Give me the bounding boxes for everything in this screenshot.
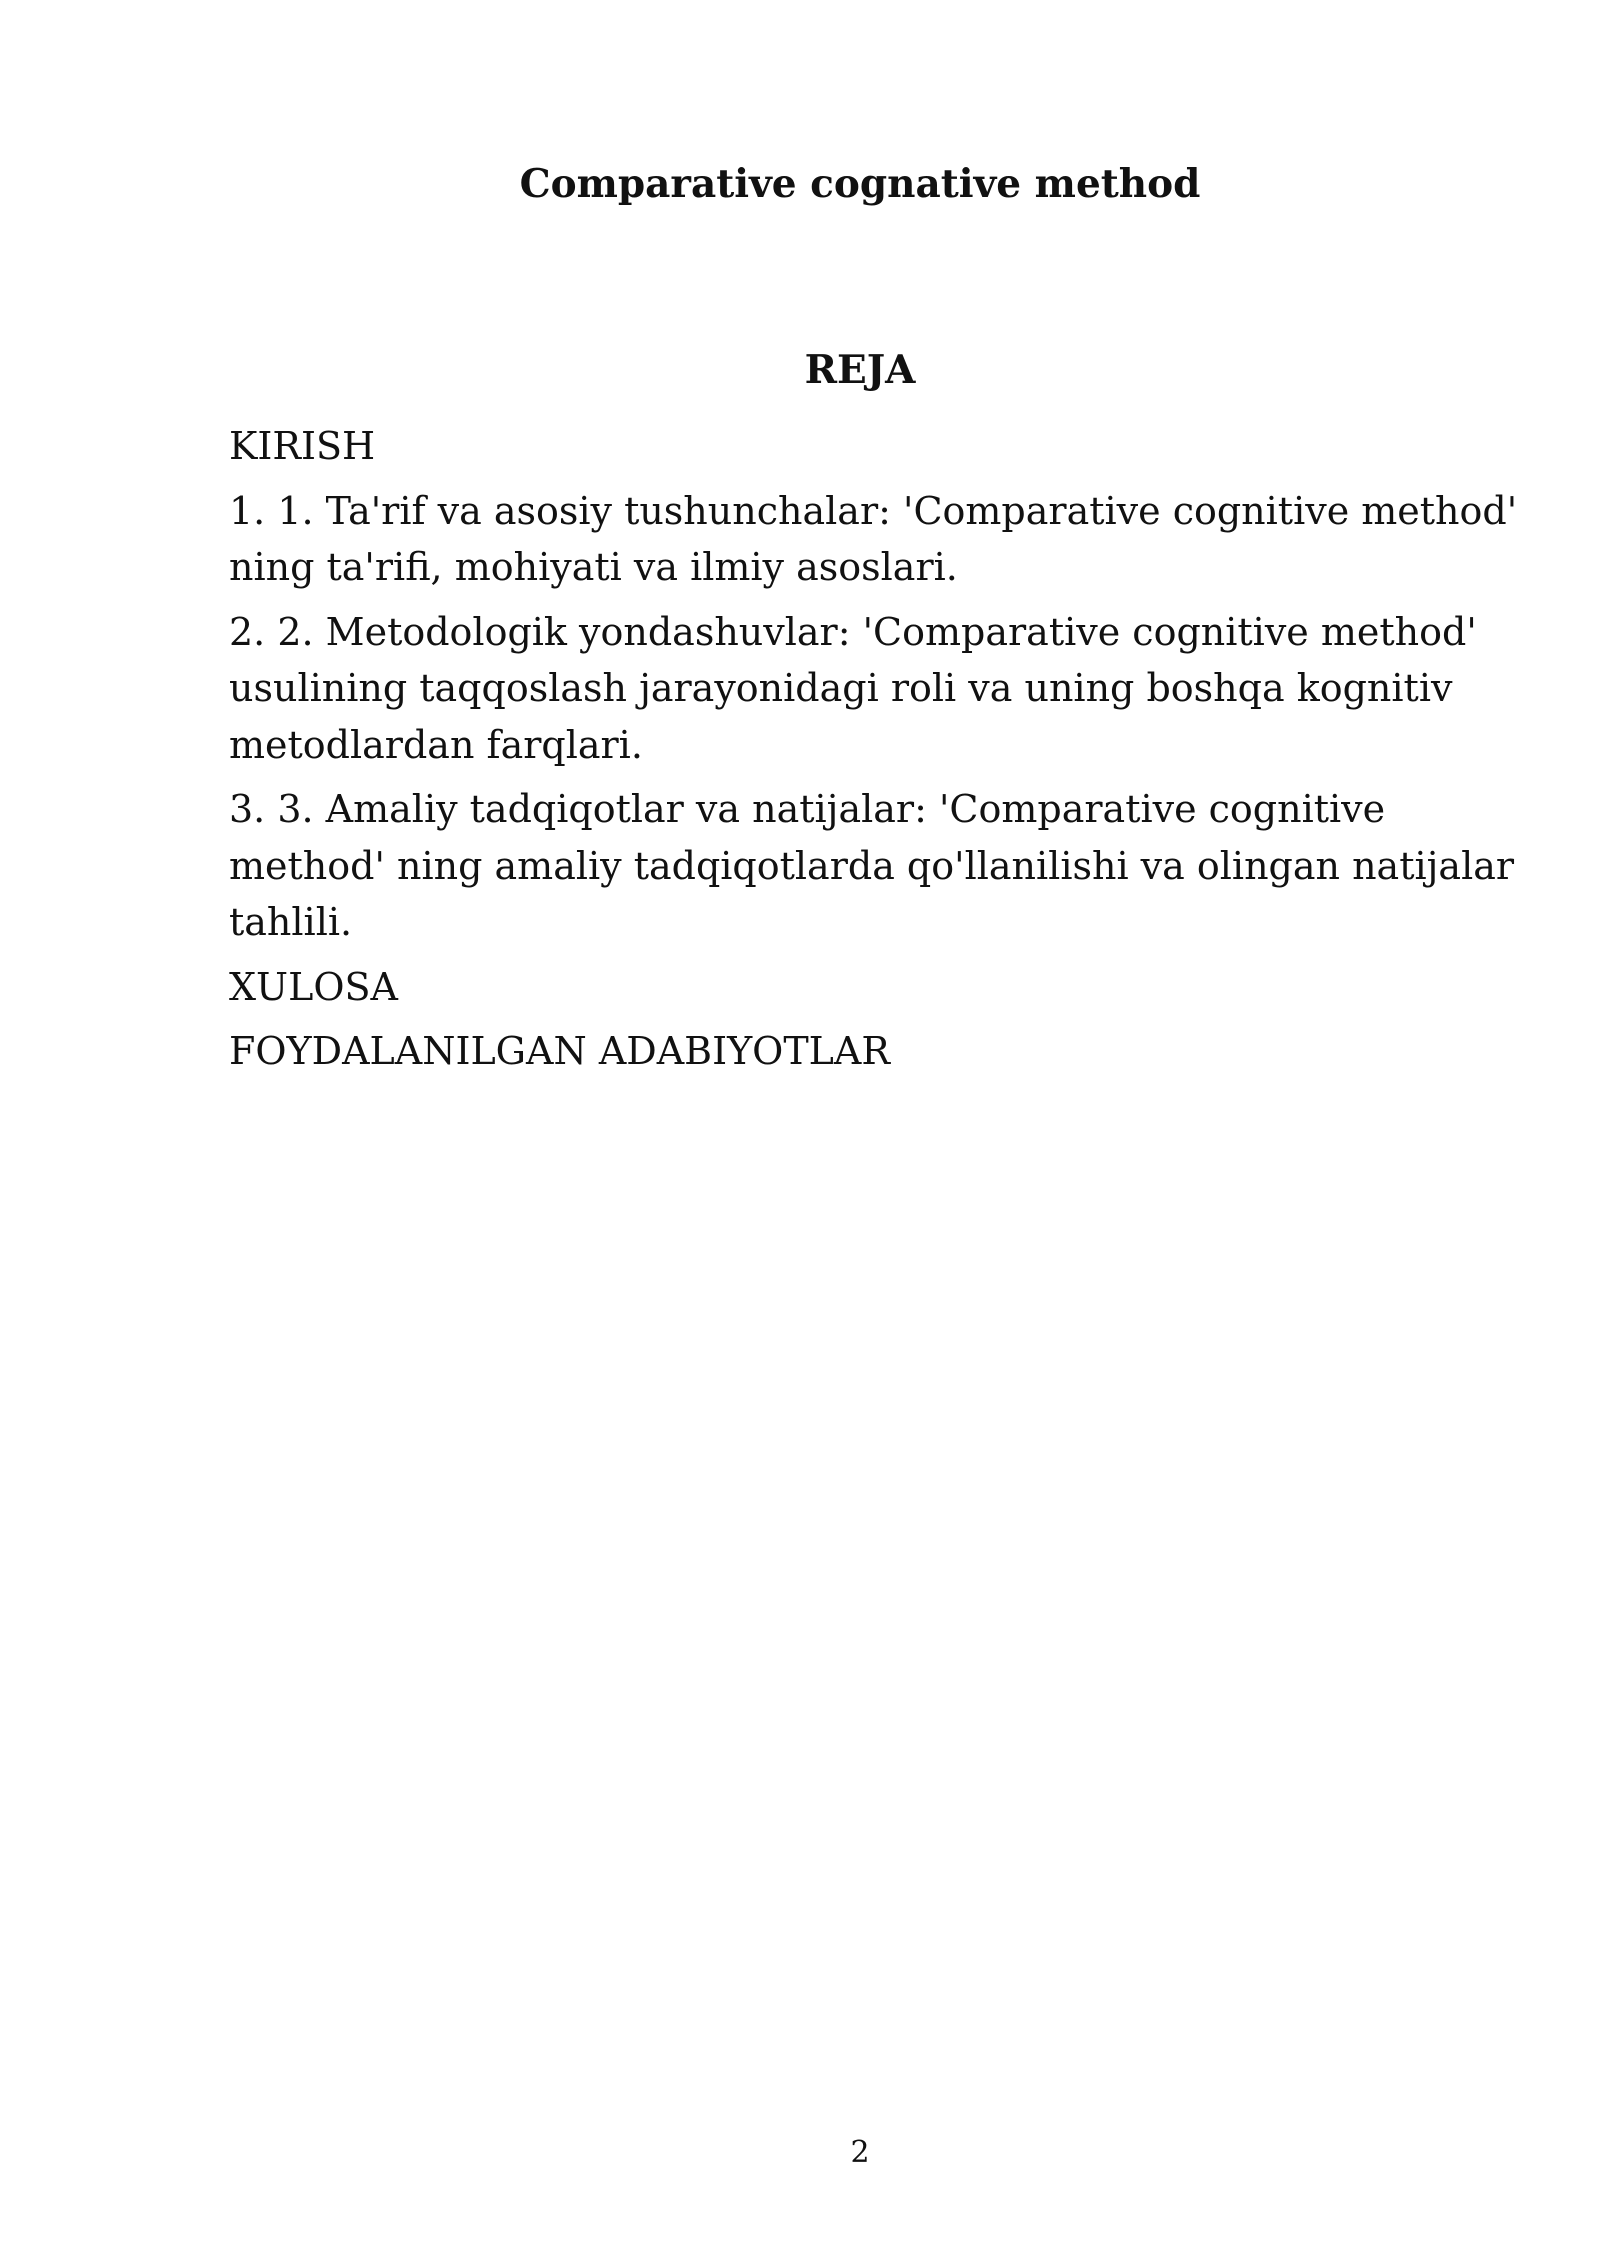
- plan-item-references: FOYDALANILGAN ADABIYOTLAR: [229, 1029, 890, 1073]
- plan-item-3: 3. 3. Amaliy tadqiqotlar va natijalar: 'Comparative cognitive method' ning amaliy tadqiqotlarda qo'llanilishi va olingan natijalar tahlili.: [229, 787, 1515, 944]
- plan-heading: REJA: [804, 347, 916, 393]
- plan-item-2: 2. 2. Metodologik yondashuvlar: 'Comparative cognitive method' usulining taqqoslash jarayonidagi roli va uning boshqa kognitiv metodlardan farqlari.: [229, 609, 1477, 767]
- page-number: 2: [850, 2135, 870, 2170]
- plan-item-1: 1. 1. Ta'rif va asosiy tushunchalar: 'Comparative cognitive method' ning ta'rifi, mohiyati va ilmiy asoslari.: [229, 488, 1518, 589]
- document-title: Comparative cognative method: [519, 161, 1201, 207]
- plan-item-introduction: KIRISH: [229, 424, 376, 468]
- plan-item-conclusion: XULOSA: [229, 964, 398, 1009]
- plan-list: [229, 418, 1529, 1088]
